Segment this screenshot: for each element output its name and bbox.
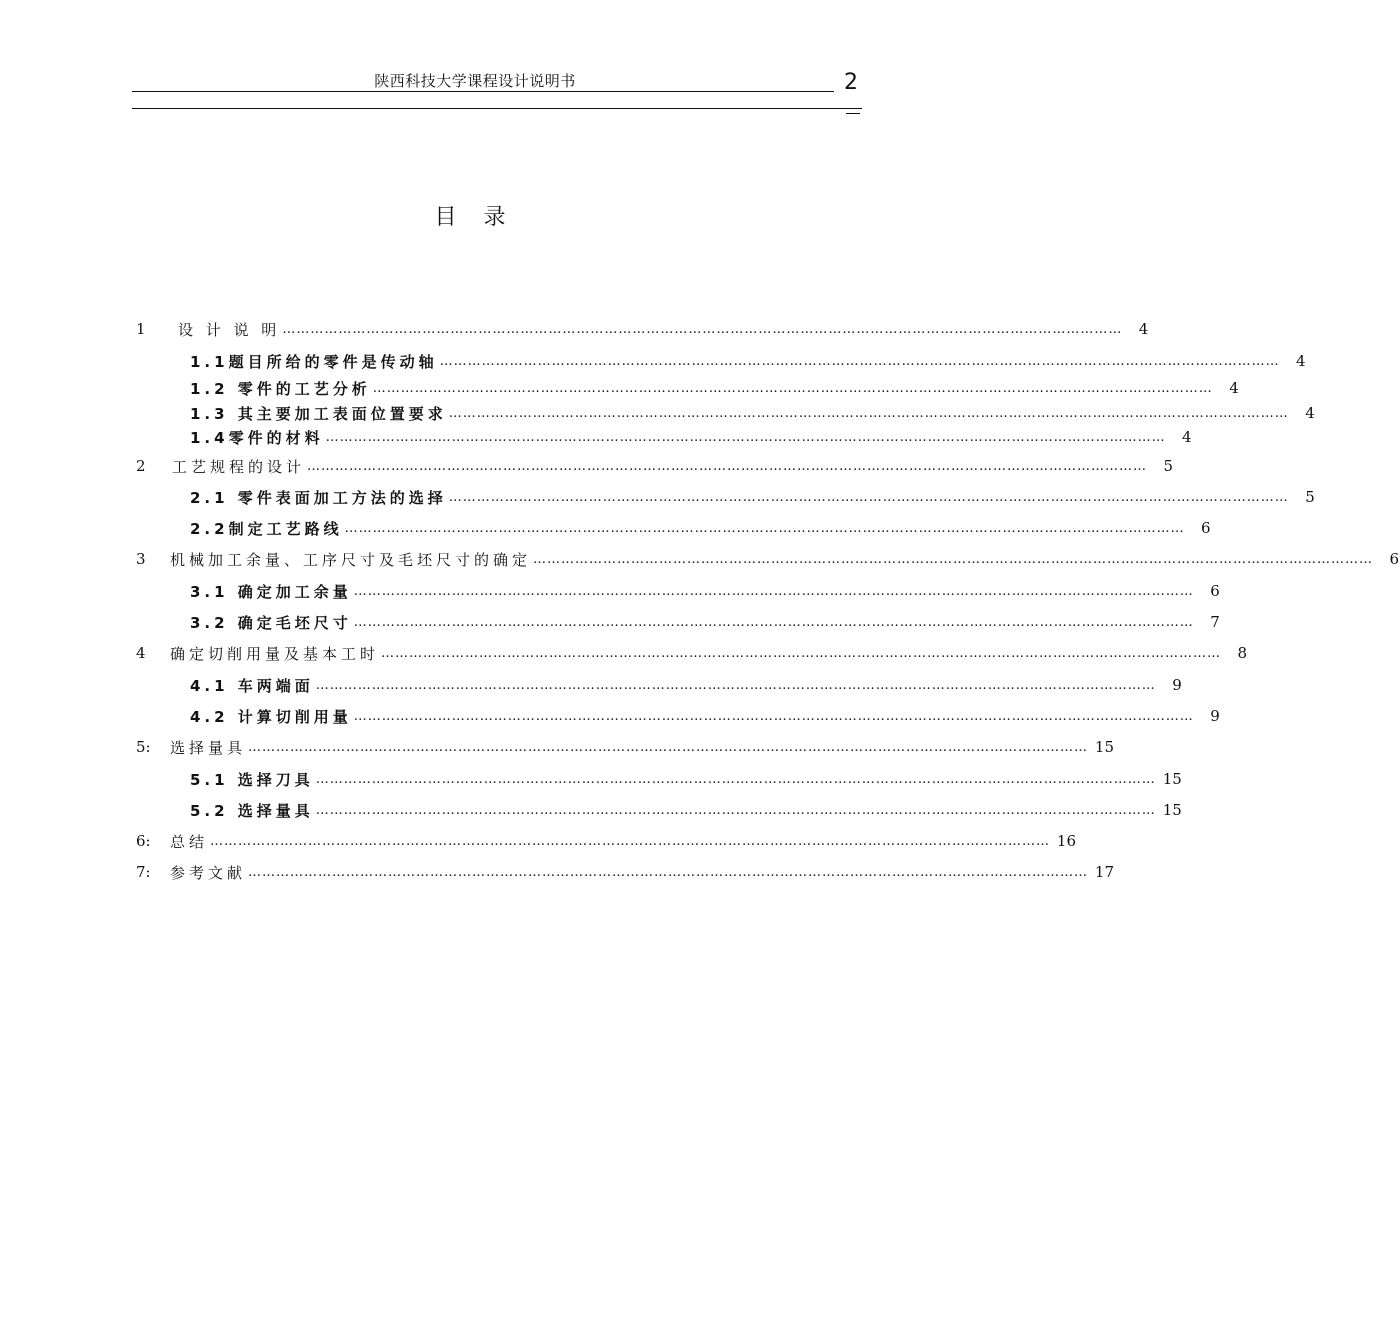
toc-entry-leader: ………………………………………………………………………………………………………………………………………………………………: [353, 708, 1194, 724]
toc-entry-leader: ………………………………………………………………………………………………………………………………………………………………: [248, 739, 1089, 755]
toc-entry-page: 9: [1210, 707, 1220, 725]
toc-entry-text: 4.1 车两端面: [190, 676, 314, 695]
toc-entry[interactable]: [170, 736, 1115, 758]
toc-entry-page: 15: [1162, 801, 1182, 819]
toc-entry-page: 4: [1305, 404, 1315, 422]
toc-entry[interactable]: [190, 486, 1315, 508]
toc-entry-text: 5.1 选择刀具: [190, 770, 314, 789]
toc-entry-leader: ………………………………………………………………………………………………………………………………………………………………: [315, 677, 1156, 693]
toc-entry-text: 3.2 确定毛坯尺寸: [190, 613, 352, 632]
toc-entry-leader: ………………………………………………………………………………………………………………………………………………………………: [307, 458, 1148, 474]
toc-entry-leader: ………………………………………………………………………………………………………………………………………………………………: [381, 645, 1222, 661]
toc-entry-number: 3: [136, 550, 146, 568]
toc-entry[interactable]: [190, 705, 1220, 727]
toc-entry-text: 1.1题目所给的零件是传动轴: [190, 352, 438, 371]
toc-entry-leader: ………………………………………………………………………………………………………………………………………………………………: [448, 489, 1289, 505]
toc-entry[interactable]: [190, 611, 1220, 633]
toc-entry-leader: ………………………………………………………………………………………………………………………………………………………………: [533, 551, 1374, 567]
toc-entry[interactable]: [190, 377, 1239, 399]
toc-entry-page: 16: [1056, 832, 1077, 850]
toc-entry-text: 1.2 零件的工艺分析: [190, 379, 371, 398]
toc-entry-leader: ………………………………………………………………………………………………………………………………………………………………: [353, 583, 1194, 599]
toc-entry-leader: ………………………………………………………………………………………………………………………………………………………………: [282, 321, 1123, 337]
toc-entry-text: 2.1 零件表面加工方法的选择: [190, 488, 447, 507]
toc-entry-leader: ………………………………………………………………………………………………………………………………………………………………: [448, 405, 1289, 421]
toc-entry-number: 5:: [136, 738, 151, 756]
toc-entry[interactable]: [170, 830, 1077, 852]
toc-entry-leader: ………………………………………………………………………………………………………………………………………………………………: [372, 380, 1213, 396]
toc-entry-leader: ………………………………………………………………………………………………………………………………………………………………: [344, 520, 1185, 536]
toc-entry-page: 5: [1305, 488, 1315, 506]
toc-entry-text: 5.2 选择量具: [190, 801, 314, 820]
toc-entry-page: 4: [1138, 320, 1149, 338]
toc-entry-page: 4: [1296, 352, 1306, 370]
header-title: 陕西科技大学课程设计说明书: [374, 72, 576, 90]
toc-entry-text: 工艺规程的设计: [172, 457, 306, 476]
toc-entry[interactable]: [172, 455, 1174, 477]
toc-entry[interactable]: [190, 580, 1220, 602]
toc-entry-page: 6: [1389, 550, 1399, 568]
toc-entry-text: 确定切削用量及基本工时: [170, 644, 380, 663]
toc-entry-text: 选择量具: [170, 738, 247, 757]
toc-entry-page: 17: [1094, 863, 1115, 881]
toc-entry-text: 3.1 确定加工余量: [190, 582, 352, 601]
toc-entry-page: 8: [1237, 644, 1248, 662]
toc-entry[interactable]: [190, 402, 1315, 424]
toc-entry-number: 1: [136, 320, 146, 338]
toc-entry-number: 4: [136, 644, 146, 662]
toc-entry-leader: ………………………………………………………………………………………………………………………………………………………………: [248, 864, 1089, 880]
toc-entry-page: 6: [1210, 582, 1220, 600]
toc-entry-text: 2.2制定工艺路线: [190, 519, 343, 538]
toc-entry[interactable]: [178, 318, 1149, 340]
toc-entry[interactable]: [190, 768, 1182, 790]
toc-entry-page: 7: [1210, 613, 1220, 631]
toc-entry-text: 总结: [170, 832, 209, 851]
toc-entry[interactable]: [170, 642, 1248, 664]
toc-entry-text: 4.2 计算切削用量: [190, 707, 352, 726]
toc-entry[interactable]: [170, 548, 1399, 570]
toc-entry-text: 1.4零件的材料: [190, 428, 324, 447]
toc-entry-page: 15: [1162, 770, 1182, 788]
toc-entry-leader: ………………………………………………………………………………………………………………………………………………………………: [210, 833, 1051, 849]
toc-entry-text: 1.3 其主要加工表面位置要求: [190, 404, 447, 423]
toc-title: 目 录: [434, 205, 516, 230]
toc-entry-page: 5: [1163, 457, 1174, 475]
toc-entry-leader: ………………………………………………………………………………………………………………………………………………………………: [315, 771, 1156, 787]
toc-entry-number: 2: [136, 457, 146, 475]
header-page-number: 2: [844, 70, 858, 95]
toc-entry[interactable]: [190, 799, 1182, 821]
toc-entry-text: 设 计 说 明: [178, 320, 281, 339]
toc-entry-page: 9: [1172, 676, 1182, 694]
toc-entry[interactable]: [170, 861, 1115, 883]
toc-entry-leader: ………………………………………………………………………………………………………………………………………………………………: [315, 802, 1156, 818]
toc-entry-leader: ………………………………………………………………………………………………………………………………………………………………: [325, 429, 1166, 445]
toc-entry-page: 4: [1182, 428, 1192, 446]
toc-entry[interactable]: [190, 517, 1211, 539]
toc-entry-leader: ………………………………………………………………………………………………………………………………………………………………: [439, 353, 1280, 369]
toc-entry[interactable]: [190, 674, 1182, 696]
toc-entry-page: 6: [1201, 519, 1211, 537]
toc-entry-text: 机械加工余量、工序尺寸及毛坯尺寸的确定: [170, 550, 532, 569]
toc-entry-page: 15: [1094, 738, 1115, 756]
toc-entry-number: 6:: [136, 832, 151, 850]
toc-entry-number: 7:: [136, 863, 151, 881]
toc-entry-leader: ………………………………………………………………………………………………………………………………………………………………: [353, 614, 1194, 630]
toc-entry-text: 参考文献: [170, 863, 247, 882]
toc-entry-page: 4: [1229, 379, 1239, 397]
toc-entry[interactable]: [190, 350, 1306, 372]
toc-entry[interactable]: [190, 426, 1192, 448]
